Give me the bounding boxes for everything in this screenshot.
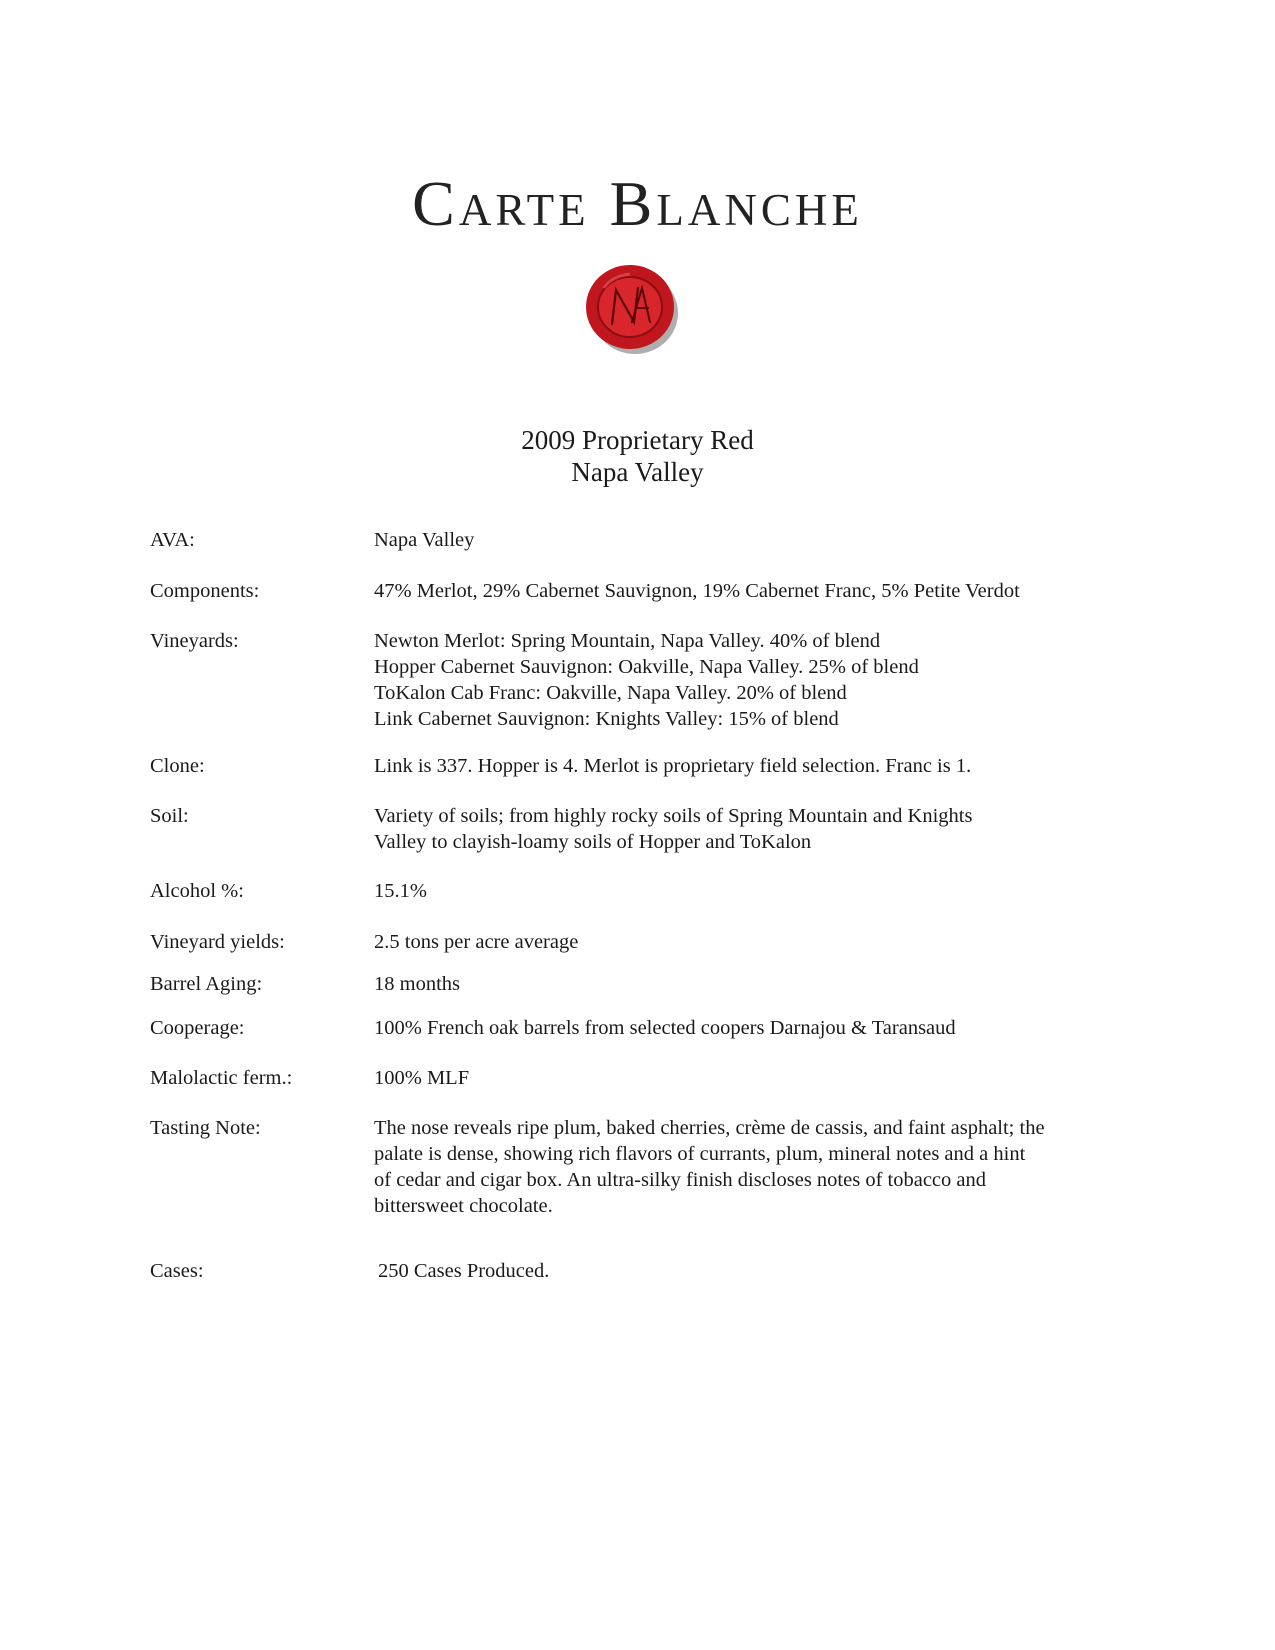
vineyard-line: Newton Merlot: Spring Mountain, Napa Valley. 40% of blend [374, 630, 881, 652]
wax-seal-icon [582, 258, 682, 358]
spec-value: 15.1% [374, 880, 427, 902]
brand-title: Carte Blanche [412, 168, 863, 239]
spec-value [374, 628, 1274, 732]
wine-heading [0, 424, 1275, 488]
spec-value: 250 Cases Produced. [378, 1260, 550, 1282]
spec-label: Tasting Note: [150, 1117, 261, 1139]
spec-label: AVA: [150, 529, 195, 551]
spec-value: 18 months [374, 973, 460, 995]
wine-title: 2009 Proprietary Red [521, 425, 754, 455]
vineyard-line: Hopper Cabernet Sauvignon: Oakville, Napa Valley. 25% of blend [374, 656, 919, 678]
tasting-line: bittersweet chocolate. [374, 1195, 553, 1217]
tasting-line: palate is dense, showing rich flavors of currants, plum, mineral notes and a hint [374, 1143, 1026, 1165]
spec-value [374, 803, 1274, 855]
spec-value: Napa Valley [374, 529, 475, 551]
spec-label: Vineyards: [150, 630, 239, 652]
spec-label: Barrel Aging: [150, 973, 263, 995]
wine-region: Napa Valley [571, 457, 704, 487]
spec-label: Malolactic ferm.: [150, 1067, 293, 1089]
spec-value: 47% Merlot, 29% Cabernet Sauvignon, 19% Cabernet Franc, 5% Petite Verdot [374, 580, 1020, 602]
vineyard-line: Link Cabernet Sauvignon: Knights Valley: 15% of blend [374, 708, 839, 730]
spec-value: 2.5 tons per acre average [374, 931, 579, 953]
spec-label: Soil: [150, 805, 189, 827]
soil-line: Variety of soils; from highly rocky soils of Spring Mountain and Knights [374, 805, 973, 827]
spec-value: 100% French oak barrels from selected coopers Darnajou & Taransaud [374, 1017, 956, 1039]
tasting-line: The nose reveals ripe plum, baked cherries, crème de cassis, and faint asphalt; the [374, 1117, 1045, 1139]
spec-value: 100% MLF [374, 1067, 470, 1089]
spec-label: Cooperage: [150, 1017, 245, 1039]
spec-value: Link is 337. Hopper is 4. Merlot is proprietary field selection. Franc is 1. [374, 755, 972, 777]
tasting-line: of cedar and cigar box. An ultra-silky finish discloses notes of tobacco and [374, 1169, 986, 1191]
spec-label: Alcohol %: [150, 880, 244, 902]
spec-label: Clone: [150, 755, 205, 777]
vineyard-line: ToKalon Cab Franc: Oakville, Napa Valley. 20% of blend [374, 682, 847, 704]
spec-value [374, 1115, 1274, 1219]
soil-line: Valley to clayish-loamy soils of Hopper and ToKalon [374, 831, 812, 853]
spec-label: Vineyard yields: [150, 931, 285, 953]
spec-label: Components: [150, 580, 260, 602]
spec-label: Cases: [150, 1260, 204, 1282]
